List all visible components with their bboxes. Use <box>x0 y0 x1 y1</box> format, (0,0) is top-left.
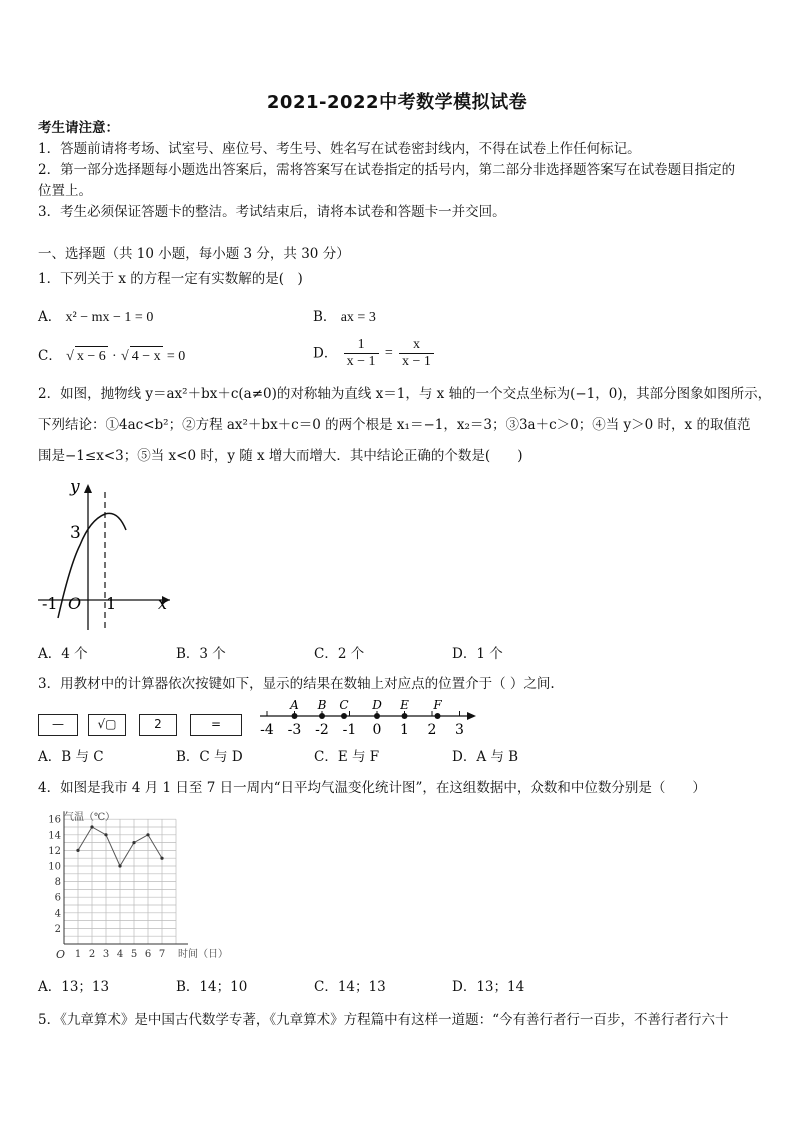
number-line-tick-label: 3 <box>455 722 464 738</box>
number-line-point-label: C <box>339 698 349 712</box>
equals-sign: = <box>384 345 393 361</box>
question-2-line-3: 围是−1≤x<3；⑤当 x<0 时，y 随 x 增大而增大．其中结论正确的个数是( ) <box>38 448 523 464</box>
x-tick-label: 2 <box>88 949 96 960</box>
number-line-point-d <box>374 713 380 719</box>
question-1-option-a <box>38 307 153 328</box>
option-a-expression: x² − mx − 1 = 0 <box>65 310 154 325</box>
number-line-tick-label: 1 <box>400 722 409 738</box>
calculator-key-sqrt: √▢ <box>88 714 126 736</box>
calculator-key-minus: — <box>38 714 78 736</box>
number-line-tick-label: -4 <box>260 722 274 738</box>
origin-label: O <box>68 594 82 613</box>
question-4-option-b: B．14；10 <box>176 979 248 995</box>
y-tick-label: 6 <box>54 892 61 904</box>
sqrt-symbol: √ <box>121 349 129 364</box>
question-2-option-c: C．2 个 <box>314 646 365 662</box>
numerator: x <box>399 337 434 354</box>
question-1-option-d <box>313 337 436 370</box>
option-label: B． <box>313 309 337 325</box>
notice-item-2: 2．第一部分选择题每小题选出答案后，需将答案写在试卷指定的括号内，第二部分非选择题答案写在试卷题目指定的 <box>38 162 736 178</box>
data-point <box>118 864 121 867</box>
option-label: A． <box>38 309 62 325</box>
notice-heading: 考生请注意： <box>38 120 119 136</box>
number-line-point-label: B <box>317 698 327 712</box>
tick-3-label: 3 <box>70 523 81 543</box>
calculator-key-2: 2 <box>139 714 177 736</box>
question-2-option-a: A．4 个 <box>38 646 88 662</box>
y-tick-label: 4 <box>54 908 61 920</box>
question-2-line-2: 下列结论：①4ac<b²；②方程 ax²＋bx＋c＝0 的两个根是 x₁＝−1，x₂＝3；③3a＋c＞0；④当 y＞0 时，x 的取值范 <box>38 417 751 433</box>
radicand-1: x − 6 <box>75 346 108 367</box>
calculator-key-equals: = <box>190 714 242 736</box>
question-3-option-b: B．C 与 D <box>176 749 243 765</box>
data-point <box>146 833 149 836</box>
y-tick-label: 8 <box>54 877 61 889</box>
data-point <box>160 857 163 860</box>
option-label: D． <box>313 345 338 362</box>
y-axis-label: y <box>70 477 80 497</box>
y-axis-arrow <box>84 484 92 493</box>
y-tick-label: 14 <box>48 830 61 842</box>
question-1-option-c <box>38 346 185 367</box>
number-line-tick-label: 0 <box>372 722 382 738</box>
denominator: x − 1 <box>346 354 376 369</box>
option-label: C． <box>38 348 62 364</box>
number-line <box>255 697 480 739</box>
fraction-1 <box>344 337 379 370</box>
number-line-arrow <box>467 712 476 720</box>
question-2-option-d: D．1 个 <box>452 646 503 662</box>
number-line-point-a <box>292 713 298 719</box>
parabola-graph <box>30 470 180 635</box>
x-tick-label: 1 <box>74 949 82 960</box>
y-tick-label: 2 <box>54 923 61 935</box>
question-4-option-a: A．13；13 <box>38 979 110 995</box>
question-1-stem: 1．下列关于 x 的方程一定有实数解的是( ) <box>38 271 303 287</box>
data-point <box>132 841 135 844</box>
section-heading: 一、选择题（共 10 小题，每小题 3 分，共 30 分） <box>38 246 350 262</box>
question-3-stem: 3．用教材中的计算器依次按键如下，显示的结果在数轴上对应点的位置介于（ ）之间. <box>38 676 555 692</box>
number-line-tick-label: -2 <box>315 722 329 738</box>
number-line-tick-label: -3 <box>287 722 302 738</box>
notice-item-1: 1．答题前请将考场、试室号、座位号、考生号、姓名写在试卷密封线内，不得在试卷上作任何标记。 <box>38 141 641 157</box>
data-point <box>90 825 93 828</box>
tick-1-label: 1 <box>106 594 117 613</box>
chart-y-axis-title: 气温（℃） <box>64 812 116 823</box>
x-tick-label: 6 <box>144 949 152 960</box>
x-tick-label: 4 <box>116 949 124 960</box>
x-tick-label: 3 <box>102 949 110 960</box>
number-line-point-c <box>341 713 347 719</box>
temperature-chart <box>36 805 236 965</box>
chart-x-axis-title: 时间（日） <box>178 949 228 960</box>
fraction-2 <box>399 337 434 370</box>
tick-neg1-label: -1 <box>42 594 58 613</box>
number-line-point-label: D <box>372 698 382 712</box>
question-1-option-b <box>313 307 376 328</box>
chart-origin-label: O <box>56 948 66 961</box>
dot-operator: · <box>112 349 117 364</box>
y-tick-label: 10 <box>48 861 61 873</box>
question-4-option-d: D．13；14 <box>452 979 525 995</box>
number-line-point-e <box>402 713 408 719</box>
data-point <box>76 849 79 852</box>
x-tick-label: 5 <box>130 949 138 960</box>
number-line-tick-label: -1 <box>342 722 357 738</box>
equals-zero: = 0 <box>166 349 186 364</box>
question-2-option-b: B．3 个 <box>176 646 226 662</box>
number-line-point-b <box>319 713 325 719</box>
question-3-option-d: D．A 与 B <box>452 749 519 765</box>
number-line-point-label: F <box>433 698 442 712</box>
number-line-point-label: E <box>400 698 409 712</box>
question-5-line-1: 5．《九章算术》是中国古代数学专著，《九章算术》方程篇中有这样一道题：“今有善行者行一百步，不善行者行六十 <box>38 1012 729 1028</box>
x-axis-label: x <box>158 594 168 613</box>
question-4-option-c: C．14；13 <box>314 979 386 995</box>
question-2-line-1: 2．如图，抛物线 y＝ax²＋bx＋c(a≠0)的对称轴为直线 x＝1，与 x 轴的一个交点坐标为(−1，0)，其部分图象如图所示， <box>38 386 772 402</box>
y-tick-label: 12 <box>48 845 61 857</box>
number-line-point-label: A <box>290 698 299 712</box>
number-line-tick-label: 2 <box>427 722 437 738</box>
question-4-stem: 4．如图是我市 4 月 1 日至 7 日一周内“日平均气温变化统计图”，在这组数据中，众数和中位数分别是（ ） <box>38 780 706 796</box>
radicand-2: 4 − x <box>130 346 163 367</box>
denominator: x − 1 <box>402 354 431 369</box>
number-line-point-f <box>435 713 441 719</box>
x-tick-label: 7 <box>158 949 166 960</box>
y-tick-label: 16 <box>48 814 61 826</box>
option-b-expression: ax = 3 <box>340 310 376 325</box>
question-3-option-a: A．B 与 C <box>38 749 104 765</box>
data-point <box>104 833 107 836</box>
page-title: 2021-2022中考数学模拟试卷 <box>266 92 528 113</box>
notice-item-3: 3．考生必须保证答题卡的整洁。考试结束后，请将本试卷和答题卡一并交回。 <box>38 204 506 220</box>
numerator: 1 <box>344 337 379 354</box>
notice-item-2-cont: 位置上。 <box>38 183 92 199</box>
sqrt-symbol: √ <box>66 349 74 364</box>
question-3-option-c: C．E 与 F <box>314 749 380 765</box>
